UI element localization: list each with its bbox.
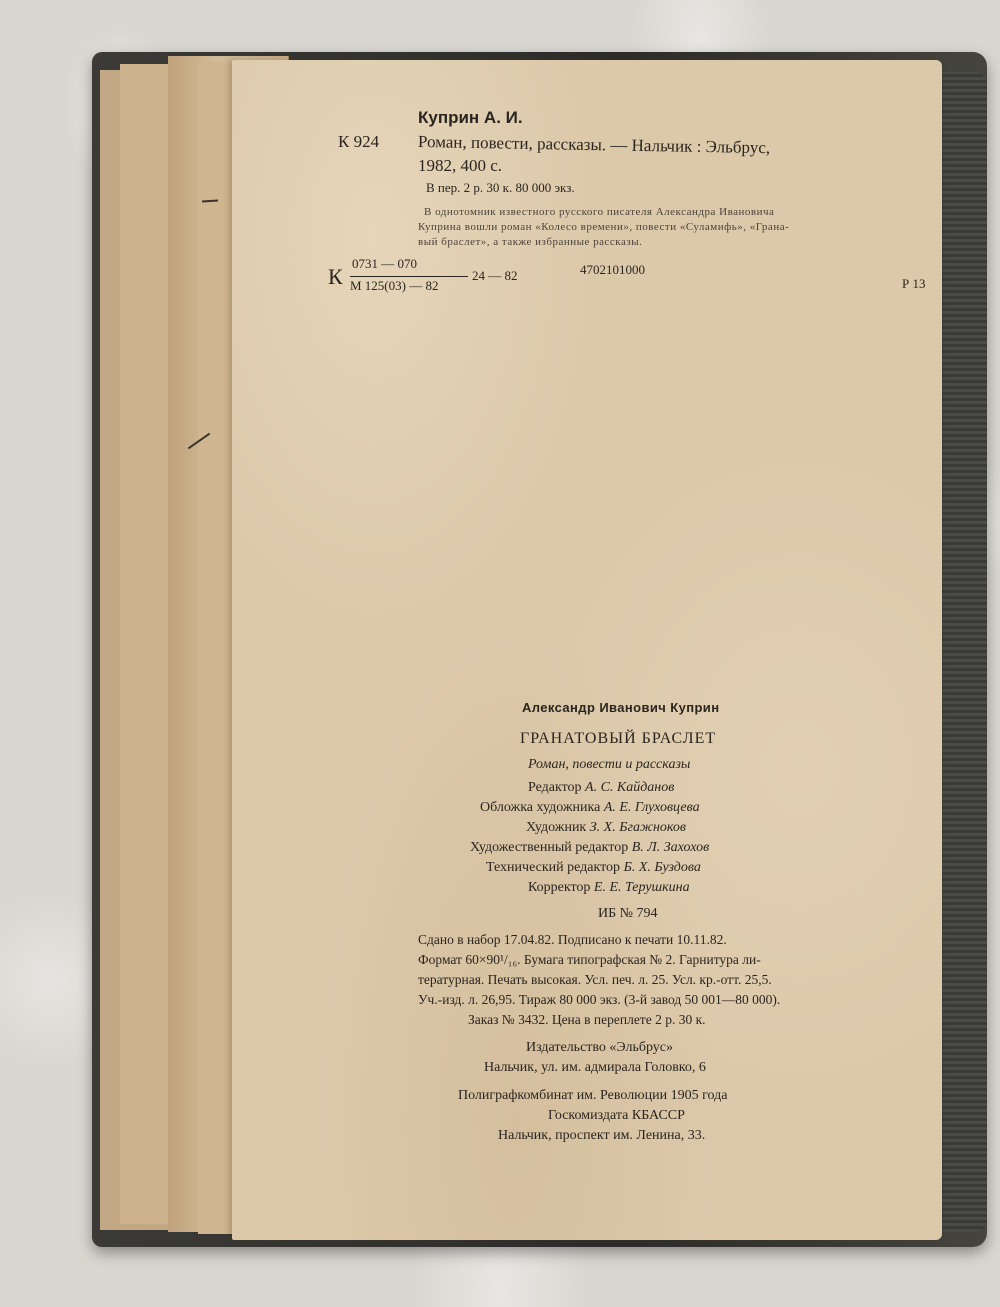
catalog-annotation-line: В однотомник известного русского писателя Александра Ивановича <box>424 206 775 218</box>
credit-line <box>480 800 700 816</box>
imprint-author: Александр Иванович Куприн <box>522 700 720 715</box>
credit-role: Корректор <box>528 880 591 895</box>
catalog-price-line: В пер. 2 р. 30 к. 80 000 экз. <box>426 180 575 195</box>
credit-name: А. Е. Глуховцева <box>603 800 700 815</box>
credit-role: Художник <box>526 820 587 835</box>
credit-name: А. С. Кайданов <box>585 780 675 795</box>
catalog-author: Куприн А. И. <box>418 108 523 127</box>
catalog-index-top: 0731 — 070 <box>352 256 417 271</box>
catalog-index-letter: К <box>328 264 343 289</box>
catalog-index-suffix: 24 — 82 <box>472 268 518 283</box>
credit-line <box>528 880 690 896</box>
publisher-line: Издательство «Эльбрус» <box>526 1040 673 1055</box>
imprint-book-title: ГРАНАТОВЫЙ БРАСЛЕТ <box>520 730 717 747</box>
catalog-title-line: Роман, повести, рассказы. — Нальчик : Эльбрус, <box>417 132 771 158</box>
cover-edge <box>939 72 987 1232</box>
catalog-index-bottom: М 125(03) — 82 <box>350 278 439 293</box>
credit-role: Художественный редактор <box>470 840 629 855</box>
catalog-annotation-line: вый браслет», а также избранные рассказы. <box>418 236 643 248</box>
book-page <box>232 60 942 1240</box>
printer-line: Полиграфкомбинат им. Революции 1905 года <box>458 1088 728 1103</box>
print-detail-line: тературная. Печать высокая. Усл. печ. л. 25. Усл. кр.-отт. 25,5. <box>418 972 772 987</box>
catalog-year-pages: 1982, 400 с. <box>418 156 503 175</box>
credit-name: Б. Х. Буздова <box>623 860 701 875</box>
fraction-line <box>350 276 468 277</box>
credit-role: Редактор <box>528 780 582 795</box>
credit-name: З. Х. Бгажноков <box>589 820 686 835</box>
catalog-index-number: 4702101000 <box>580 262 645 277</box>
print-detail-line: Сдано в набор 17.04.82. Подписано к печати 10.11.82. <box>418 932 727 947</box>
catalog-annotation-line: Куприна вошли роман «Колесо времени», повести «Суламифь», «Грана- <box>418 221 790 233</box>
print-detail-line: Уч.-изд. л. 26,95. Тираж 80 000 экз. (3-й завод 50 001—80 000). <box>418 992 781 1007</box>
catalog-code: К 924 <box>338 132 380 151</box>
credit-role: Обложка художника <box>480 800 601 815</box>
credit-name: Е. Е. Терушкина <box>593 880 690 895</box>
printer-line: Нальчик, проспект им. Ленина, 33. <box>498 1128 706 1143</box>
credit-line <box>486 860 701 876</box>
print-detail-line: Заказ № 3432. Цена в переплете 2 р. 30 к. <box>468 1012 706 1027</box>
credit-line <box>526 820 686 836</box>
print-detail-line: Формат 60×90¹/₁₆. Бумага типографская № 2. Гарнитура ли- <box>418 952 761 967</box>
credit-line <box>528 780 674 796</box>
imprint-ib-number: ИБ № 794 <box>598 906 658 921</box>
credit-line <box>470 840 709 856</box>
credit-role: Технический редактор <box>486 860 621 875</box>
imprint-subtitle: Роман, повести и рассказы <box>528 757 691 772</box>
printer-line: Госкомиздата КБАССР <box>548 1108 685 1123</box>
publisher-line: Нальчик, ул. им. адмирала Головко, 6 <box>484 1060 706 1075</box>
catalog-classification: Р 13 <box>902 276 926 291</box>
credit-name: В. Л. Захохов <box>631 840 710 855</box>
